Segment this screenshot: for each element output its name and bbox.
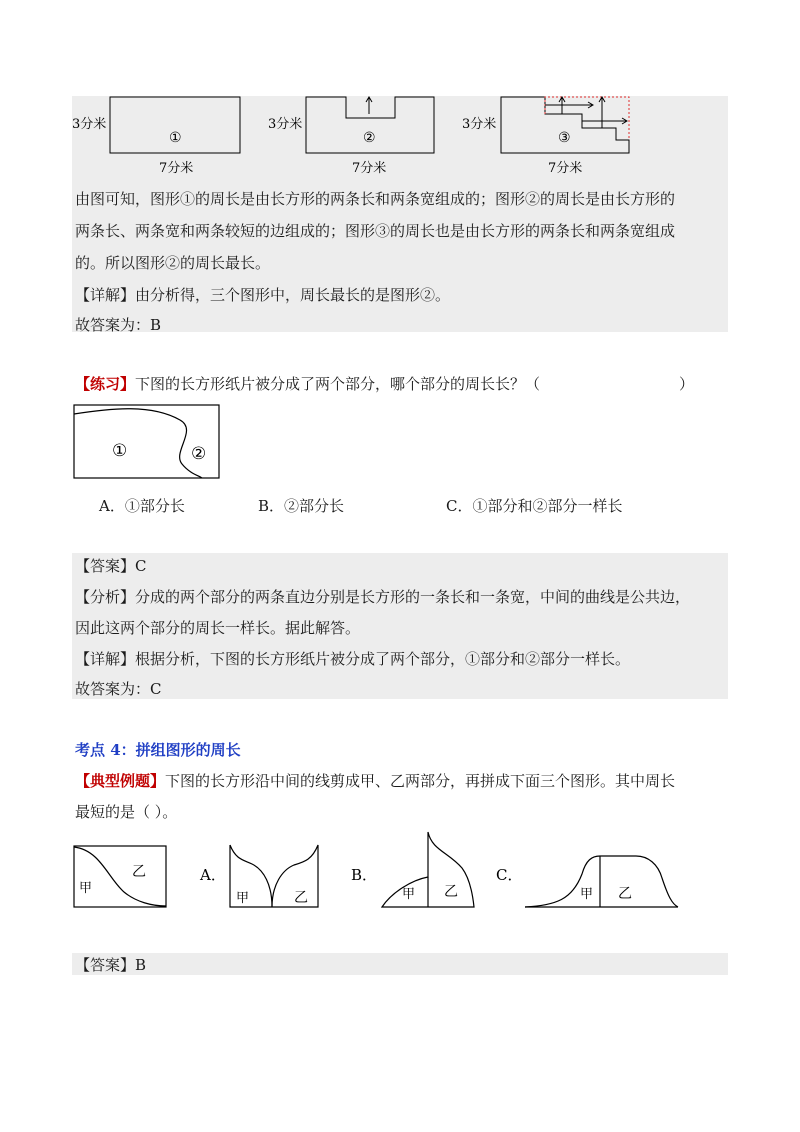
dim-width-1: 7分米 <box>159 161 194 176</box>
option-c-label: C． <box>496 866 523 884</box>
practice-figure <box>72 402 222 480</box>
a-jia: 甲 <box>236 891 250 906</box>
analysis-line-1: 由图可知，图形①的周长是由长方形的两条长和两条宽组成的；图形②的周长是由长方形的 <box>75 190 676 208</box>
practice-detail <box>75 649 630 669</box>
option-c[interactable]: C．①部分和②部分一样长 <box>446 497 623 515</box>
b-yi: 乙 <box>444 884 458 900</box>
example-answer: 【答案】B <box>75 956 147 974</box>
shape-label-1: ① <box>169 130 182 146</box>
c-yi: 乙 <box>618 886 632 902</box>
shape-label-3: ③ <box>558 130 571 146</box>
detail-line-top <box>75 285 450 305</box>
dim-width-3: 7分米 <box>548 161 583 176</box>
orig-yi: 乙 <box>132 864 146 880</box>
option-a-label: A． <box>200 866 226 884</box>
b-jia: 甲 <box>402 887 416 902</box>
practice-question-text: 下图的长方形纸片被分成了两个部分，哪个部分的周长长？（ <box>135 375 541 393</box>
dim-width-2: 7分米 <box>352 161 387 176</box>
answer-line-top: 故答案为：B <box>75 316 162 334</box>
practice-analysis-2: 因此这两个部分的周长一样长。据此解答。 <box>75 619 361 637</box>
part-label-1: ① <box>112 441 128 461</box>
three-shapes-figure <box>72 94 642 180</box>
example-text-1: 下图的长方形沿中间的线剪成甲、乙两部分，再拼成下面三个图形。其中周长 <box>165 772 676 790</box>
practice-question-end: ） <box>679 375 695 393</box>
practice-analysis-1 <box>75 587 690 607</box>
practice-tag: 【练习】 <box>75 375 136 393</box>
detail-text: 由分析得，三个图形中，周长最长的是图形②。 <box>135 286 451 304</box>
part-label-2: ② <box>191 444 207 464</box>
practice-final: 故答案为：C <box>75 680 162 698</box>
analysis-line-2: 两条长、两条宽和两条较短的边组成的；图形③的周长也是由长方形的两条长和两条宽组成 <box>75 222 676 240</box>
example-question-2: 最短的是（ ）。 <box>75 803 178 821</box>
combine-figure <box>72 830 692 912</box>
analysis-text-1: 分成的两个部分的两条直边分别是长方形的一条长和一条宽，中间的曲线是公共边， <box>135 588 691 606</box>
section-heading: 考点 4：拼组图形的周长 <box>75 741 241 759</box>
example-question-1 <box>75 771 675 791</box>
option-b[interactable]: B．②部分长 <box>258 497 345 515</box>
dim-height-3: 3分米 <box>462 117 497 132</box>
c-jia: 甲 <box>580 887 594 902</box>
practice-detail-tag: 【详解】 <box>75 650 136 668</box>
analysis-line-3: 的。所以图形②的周长最长。 <box>75 254 271 272</box>
dim-height-1: 3分米 <box>72 117 107 132</box>
practice-question <box>75 374 540 394</box>
answer-block-bottom <box>72 953 728 975</box>
practice-answer: 【答案】C <box>75 557 147 575</box>
option-b-label: B． <box>351 866 378 884</box>
practice-detail-text: 根据分析，下图的长方形纸片被分成了两个部分，①部分和②部分一样长。 <box>135 650 631 668</box>
orig-jia: 甲 <box>79 881 93 896</box>
a-yi: 乙 <box>294 890 308 906</box>
detail-tag: 【详解】 <box>75 286 136 304</box>
shape-label-2: ② <box>363 130 376 146</box>
example-tag: 【典型例题】 <box>75 772 166 790</box>
dim-height-2: 3分米 <box>268 117 303 132</box>
analysis-tag: 【分析】 <box>75 588 136 606</box>
option-a[interactable]: A．①部分长 <box>99 497 185 515</box>
